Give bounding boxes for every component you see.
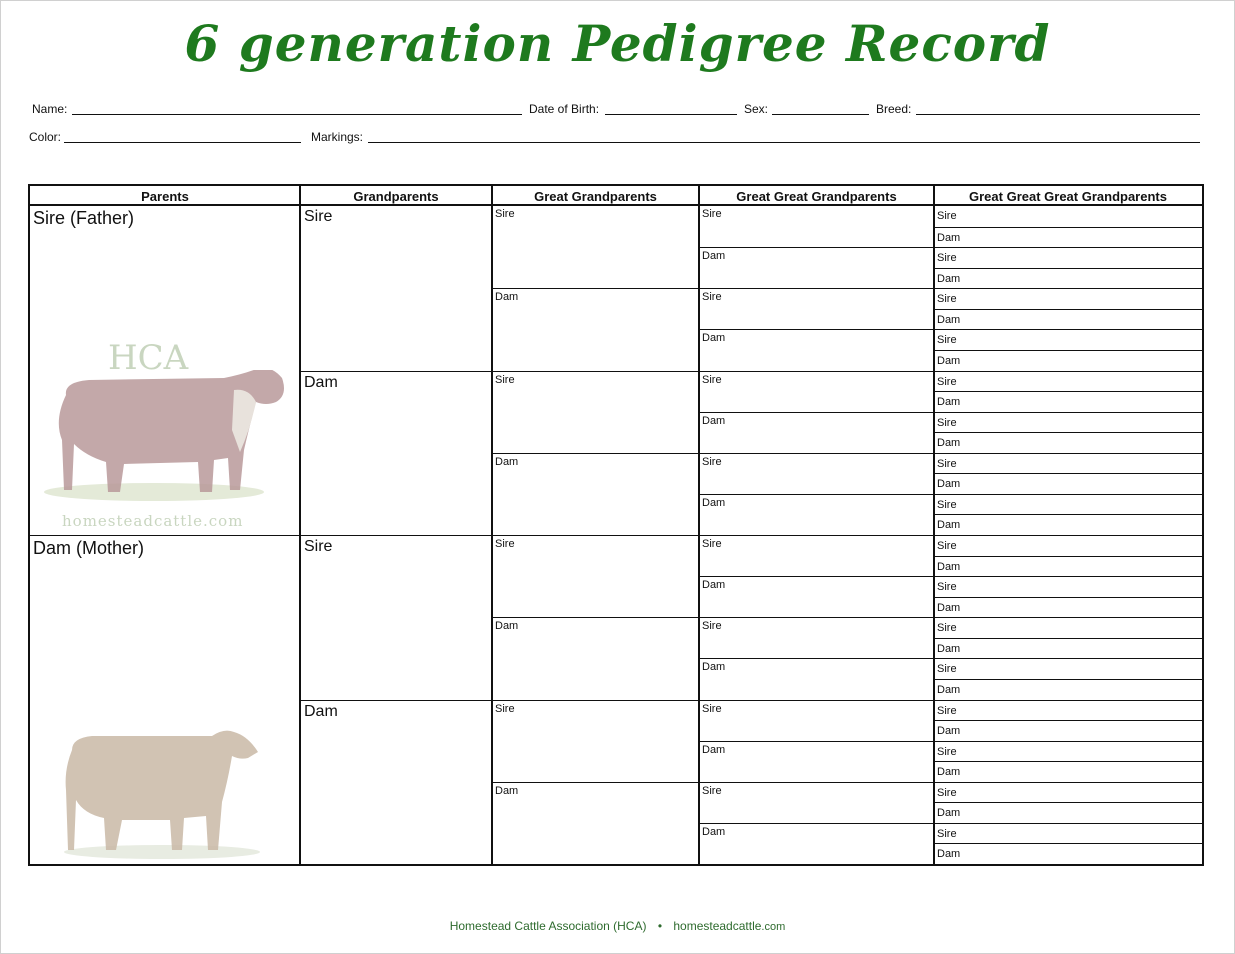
footer-org: Homestead Cattle Association (HCA) [449, 919, 647, 933]
site-watermark: homesteadcattle.com [62, 512, 244, 530]
header-great-great-great-grandparents: Great Great Great Grandparents [934, 186, 1202, 206]
markings-field[interactable] [368, 142, 1200, 143]
great3-cell[interactable] [935, 473, 1202, 494]
sire-label: Sire [937, 663, 957, 676]
grand-cell[interactable] [301, 206, 491, 371]
great3-cell[interactable] [935, 741, 1202, 762]
great3-cell[interactable] [935, 700, 1202, 721]
dam-label: Dam [495, 784, 519, 797]
great-cell[interactable] [493, 535, 698, 617]
sire-label: Sire [937, 540, 957, 552]
great3-cell[interactable] [935, 227, 1202, 248]
page-title: 6 generation Pedigree Record [184, 14, 1051, 73]
sire-label: Sire [495, 373, 515, 386]
dam-label: Dam [937, 437, 961, 450]
great3-cell[interactable] [935, 617, 1202, 638]
great2-cell[interactable] [700, 329, 933, 370]
great-cell[interactable] [493, 700, 698, 782]
sire-label: Sire [702, 702, 722, 715]
great3-cell[interactable] [935, 720, 1202, 741]
dam-mother-label: Dam (Mother) [33, 538, 145, 558]
dam-label: Dam [937, 725, 961, 738]
dam-label: Dam [937, 313, 961, 326]
great3-cell[interactable] [935, 802, 1202, 823]
sire-label: Sire [702, 784, 722, 797]
sire-label: Sire [937, 827, 957, 840]
dam-label: Dam [702, 496, 726, 509]
hca-logo-watermark: HCA [108, 338, 189, 378]
dam-label: Dam [937, 807, 961, 820]
dam-label: Dam [937, 396, 961, 409]
great-cell[interactable] [493, 206, 698, 288]
sire-label: Sire [937, 210, 957, 222]
dam-label: Dam [702, 414, 726, 427]
footer-site-link[interactable] [673, 919, 785, 933]
dam-label: Dam [304, 373, 338, 391]
dob-field[interactable] [605, 114, 737, 115]
grand-cell[interactable] [301, 700, 491, 865]
sire-label: Sire [495, 702, 515, 715]
sire-label: Sire [937, 498, 957, 511]
sire-label: Sire [702, 538, 722, 550]
great-cell[interactable] [493, 371, 698, 453]
dam-label: Dam [702, 743, 726, 756]
dam-label: Dam [937, 683, 961, 696]
great-cell[interactable] [493, 782, 698, 864]
great3-cell[interactable] [935, 761, 1202, 782]
great2-cell[interactable] [700, 412, 933, 453]
great3-cell[interactable] [935, 514, 1202, 535]
great3-cell[interactable] [935, 350, 1202, 371]
great3-cell[interactable] [935, 597, 1202, 618]
great3-cell[interactable] [935, 576, 1202, 597]
header-parents: Parents [30, 186, 300, 206]
sire-label: Sire [495, 208, 515, 220]
sex-field[interactable] [772, 114, 869, 115]
sire-label: Sire [937, 334, 957, 347]
sire-label: Sire [937, 293, 957, 306]
sire-label: Sire [937, 581, 957, 594]
great-cell[interactable] [493, 288, 698, 370]
great3-cell[interactable] [935, 638, 1202, 659]
dam-label: Dam [937, 848, 961, 861]
header-great-grandparents: Great Grandparents [492, 186, 699, 206]
dam-label: Dam [937, 560, 961, 573]
great2-cell[interactable] [700, 782, 933, 823]
grand-cell[interactable] [301, 535, 491, 700]
dam-label: Dam [304, 702, 338, 720]
great3-cell[interactable] [935, 268, 1202, 289]
sire-label: Sire [702, 455, 722, 468]
great2-cell[interactable] [700, 247, 933, 288]
great3-cell[interactable] [935, 412, 1202, 433]
dam-label: Dam [495, 620, 519, 633]
footer-site-main: homesteadcattle [673, 919, 762, 933]
sire-label: Sire [937, 252, 957, 265]
breed-field[interactable] [916, 114, 1200, 115]
great2-cell[interactable] [700, 576, 933, 617]
name-field[interactable] [72, 114, 522, 115]
footer [0, 919, 1235, 933]
sire-label: Sire [702, 208, 722, 220]
great3-cell[interactable] [935, 658, 1202, 679]
great2-cell[interactable] [700, 371, 933, 412]
great3-cell[interactable] [935, 309, 1202, 330]
sire-label: Sire [702, 291, 722, 304]
great2-cell[interactable] [700, 617, 933, 658]
great2-cell[interactable] [700, 453, 933, 494]
dam-label: Dam [702, 661, 726, 674]
dam-label: Dam [702, 579, 726, 592]
dam-label: Dam [702, 250, 726, 263]
dob-label: Date of Birth: [529, 102, 600, 116]
sire-label: Sire [937, 416, 957, 429]
sire-label: Sire [937, 704, 957, 717]
dam-label: Dam [937, 231, 961, 244]
sire-label: Sire [937, 457, 957, 470]
sire-label: Sire [495, 538, 515, 550]
great3-cell[interactable] [935, 823, 1202, 844]
dam-label: Dam [937, 642, 961, 655]
sire-father-label: Sire (Father) [33, 208, 135, 228]
great3-cell[interactable] [935, 453, 1202, 474]
footer-site-tld: .com [761, 921, 786, 933]
great3-cell[interactable] [935, 206, 1202, 227]
sex-label: Sex: [744, 102, 769, 116]
sire-label: Sire [937, 622, 957, 635]
great2-cell[interactable] [700, 658, 933, 699]
great2-cell[interactable] [700, 535, 933, 576]
sire-label: Sire [937, 786, 957, 799]
color-field[interactable] [64, 142, 301, 143]
dam-label: Dam [937, 519, 961, 532]
color-label: Color: [29, 130, 62, 144]
name-label: Name: [32, 102, 68, 116]
cow-illustration-watermark [62, 730, 262, 860]
great3-cell[interactable] [935, 556, 1202, 577]
great2-cell[interactable] [700, 288, 933, 329]
sire-label: Sire [304, 208, 333, 225]
header-great-great-grandparents: Great Great Grandparents [699, 186, 934, 206]
pedigree-table [28, 184, 1204, 866]
sire-label: Sire [702, 620, 722, 633]
grand-cell[interactable] [301, 371, 491, 536]
breed-label: Breed: [876, 102, 912, 116]
great3-cell[interactable] [935, 494, 1202, 515]
great3-cell[interactable] [935, 371, 1202, 392]
footer-separator: • [657, 919, 663, 933]
great3-cell[interactable] [935, 247, 1202, 268]
dam-label: Dam [937, 478, 961, 491]
dam-label: Dam [702, 825, 726, 838]
great2-cell[interactable] [700, 700, 933, 741]
great3-cell[interactable] [935, 432, 1202, 453]
great2-cell[interactable] [700, 823, 933, 864]
dam-label: Dam [495, 455, 519, 468]
great-cell[interactable] [493, 453, 698, 535]
sire-label: Sire [702, 373, 722, 386]
great3-cell[interactable] [935, 679, 1202, 700]
great-cell[interactable] [493, 617, 698, 699]
dam-label: Dam [937, 601, 961, 614]
great2-cell[interactable] [700, 494, 933, 535]
great3-cell[interactable] [935, 782, 1202, 803]
great3-cell[interactable] [935, 288, 1202, 309]
dam-label: Dam [702, 332, 726, 345]
great3-cell[interactable] [935, 535, 1202, 556]
bull-illustration-watermark [44, 370, 289, 505]
sire-label: Sire [304, 538, 333, 555]
sire-label: Sire [937, 745, 957, 758]
dam-label: Dam [937, 766, 961, 779]
dam-label: Dam [937, 354, 961, 367]
dam-label: Dam [937, 272, 961, 285]
great3-cell[interactable] [935, 391, 1202, 412]
header-grandparents: Grandparents [300, 186, 492, 206]
great2-cell[interactable] [700, 741, 933, 782]
great3-cell[interactable] [935, 329, 1202, 350]
markings-label: Markings: [311, 130, 364, 144]
dam-label: Dam [495, 291, 519, 304]
great3-cell[interactable] [935, 843, 1202, 864]
sire-label: Sire [937, 375, 957, 388]
great2-cell[interactable] [700, 206, 933, 247]
